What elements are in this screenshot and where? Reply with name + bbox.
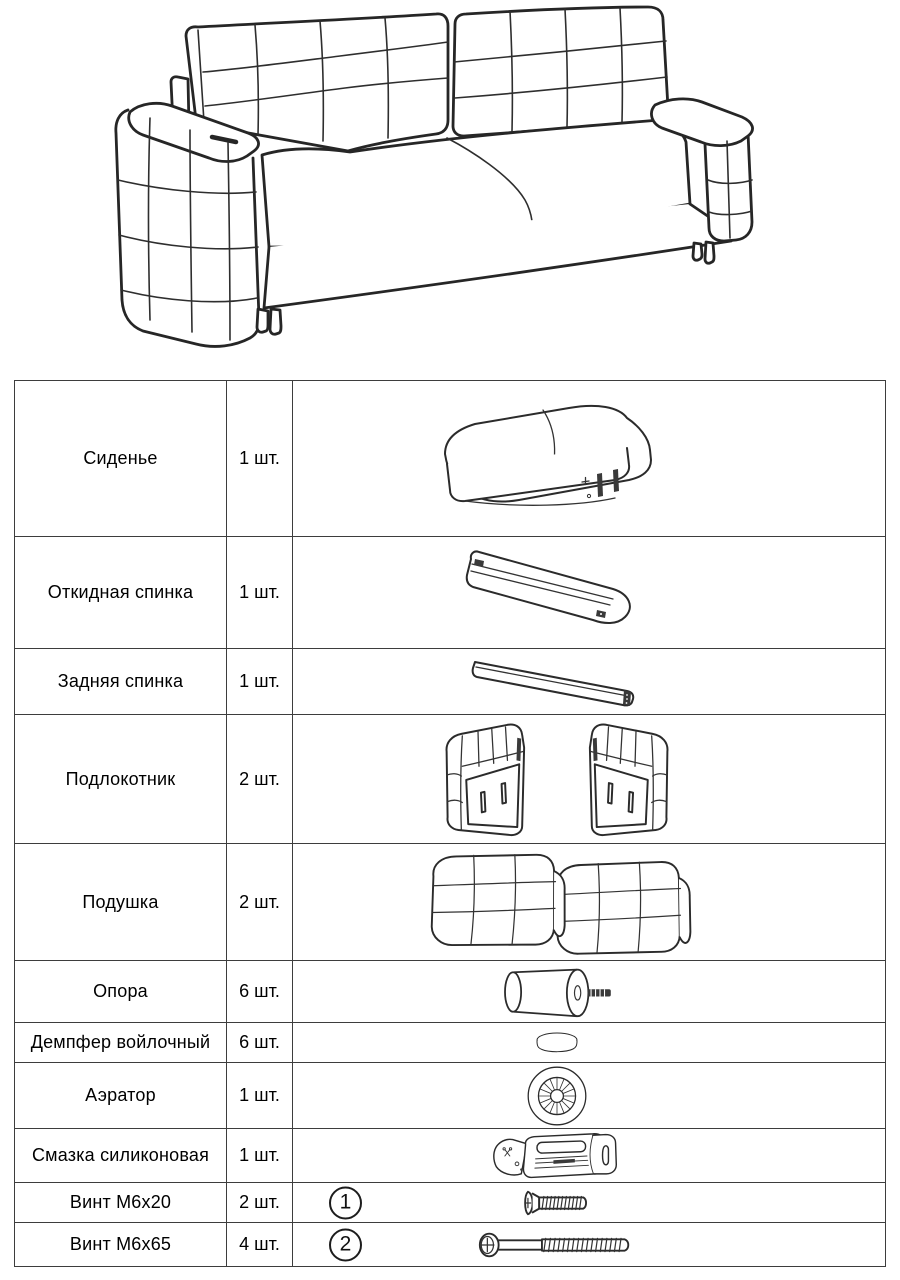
grease-sachet-illustration <box>484 1131 630 1181</box>
felt-damper-illustration <box>531 1030 583 1056</box>
part-name: Откидная спинка <box>15 537 227 649</box>
table-row <box>15 537 886 649</box>
table-row <box>15 1129 886 1183</box>
aerator-illustration <box>525 1064 589 1128</box>
part-name: Аэратор <box>15 1063 227 1129</box>
table-row <box>15 1183 886 1223</box>
screw-marker-1 <box>329 1186 362 1219</box>
part-name: Подушка <box>15 844 227 961</box>
armrest-pair-illustration <box>427 719 687 839</box>
part-qty: 1 шт. <box>227 537 293 649</box>
seat-illustration <box>439 402 675 516</box>
part-qty: 6 шт. <box>227 1023 293 1063</box>
table-row <box>15 1223 886 1267</box>
marker-number: 2 <box>339 1232 352 1256</box>
part-name: Сиденье <box>15 381 227 537</box>
part-qty: 2 шт. <box>227 1183 293 1223</box>
sofa-line-drawing-svg <box>60 0 820 352</box>
part-name: Задняя спинка <box>15 649 227 715</box>
rear-back-illustration <box>469 654 645 710</box>
part-qty: 1 шт. <box>227 649 293 715</box>
part-qty: 6 шт. <box>227 961 293 1023</box>
part-name: Смазка силиконовая <box>15 1129 227 1183</box>
part-qty: 1 шт. <box>227 1063 293 1129</box>
marker-number: 1 <box>339 1190 352 1214</box>
part-name: Подлокотник <box>15 715 227 844</box>
screw-marker-2 <box>329 1228 362 1261</box>
sofa-illustration <box>60 0 820 352</box>
cushion-pair-illustration <box>421 848 693 956</box>
table-row <box>15 715 886 844</box>
table-row <box>15 1023 886 1063</box>
part-name: Винт М6х65 <box>15 1223 227 1267</box>
leg-illustration <box>494 966 620 1018</box>
part-qty: 4 шт. <box>227 1223 293 1267</box>
part-name: Винт М6х20 <box>15 1183 227 1223</box>
folding-backrest-illustration <box>461 547 653 639</box>
screw-m6x20-illustration <box>519 1188 595 1218</box>
table-row <box>15 381 886 537</box>
part-qty: 2 шт. <box>227 715 293 844</box>
screw-m6x65-illustration <box>475 1229 639 1261</box>
part-qty: 2 шт. <box>227 844 293 961</box>
part-qty: 1 шт. <box>227 1129 293 1183</box>
part-name: Демпфер войлочный <box>15 1023 227 1063</box>
table-row <box>15 961 886 1023</box>
part-name: Опора <box>15 961 227 1023</box>
part-qty: 1 шт. <box>227 381 293 537</box>
table-row <box>15 1063 886 1129</box>
table-row <box>15 649 886 715</box>
table-row <box>15 844 886 961</box>
parts-table <box>14 380 886 1267</box>
